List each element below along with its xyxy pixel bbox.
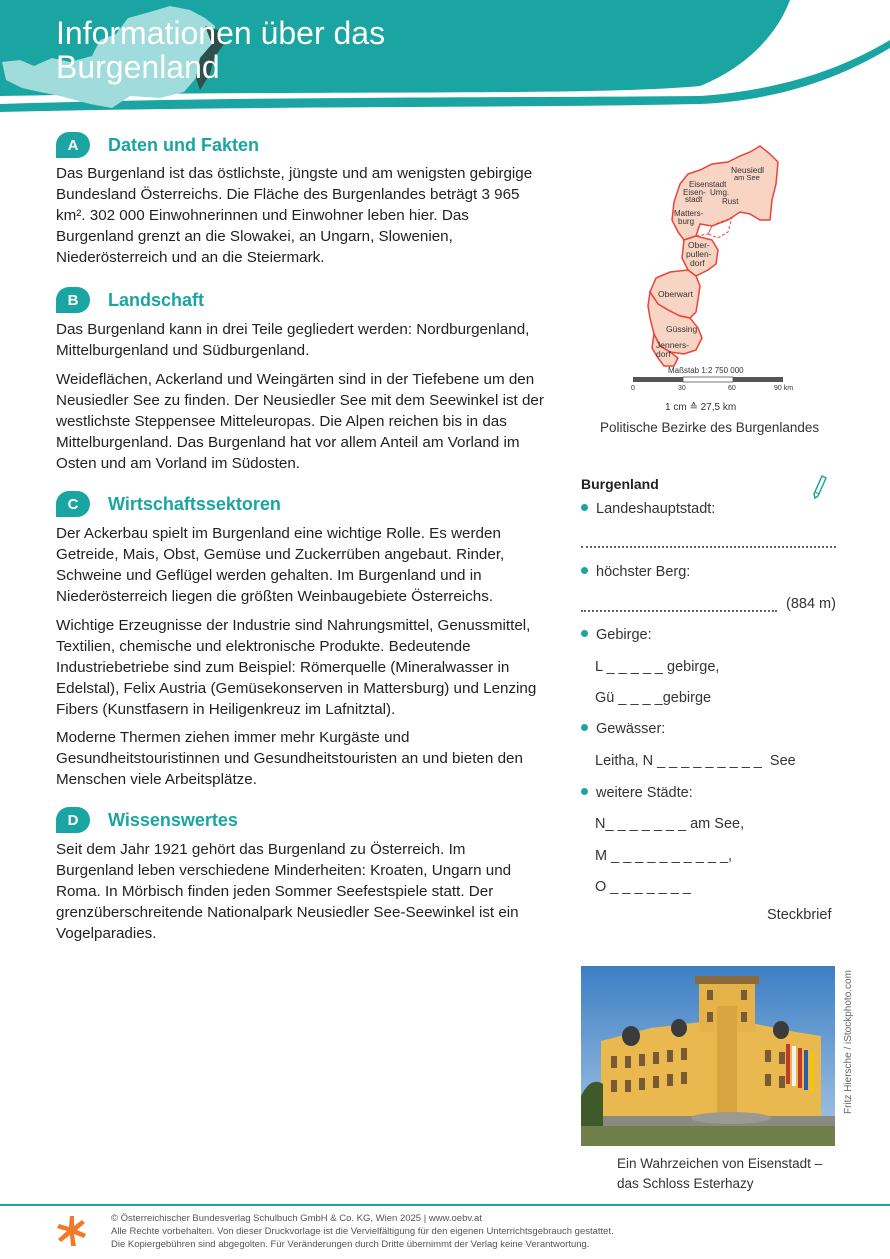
section-a-heading: [56, 132, 259, 158]
steckbrief-waters-answer[interactable]: Leitha, N _ _ _ _ _ _ _ _ _ See: [595, 753, 796, 769]
map-scale-tick-0: 0: [631, 385, 635, 392]
steckbrief-capital-answer-line[interactable]: [581, 546, 836, 548]
section-a-title: Daten und Fakten: [108, 134, 260, 155]
page-title-line1: Informationen über das: [56, 15, 386, 51]
section-d-badge: D: [56, 807, 90, 833]
map-caption: Politische Bezirke des Burgenlandes: [600, 420, 820, 435]
photo-credit: Fritz Hiersche / iStockphoto.com: [843, 970, 854, 1114]
footer-line-3: Die Kopiergebühren sind abgegolten. Für Veränderungen durch Dritte übernimmt der Verlag keine Verantwortung.: [111, 1239, 590, 1250]
steckbrief-city-3[interactable]: O _ _ _ _ _ _ _: [595, 879, 691, 895]
section-a-badge: A: [56, 132, 90, 158]
map-label-jenners: Jenners-: [656, 340, 690, 350]
map-label-neusiedl: Neusiedl: [731, 165, 765, 175]
map-label-matters: Matters-: [674, 209, 704, 218]
section-d-title: Wissenswertes: [108, 809, 238, 830]
steckbrief-mountain-label: höchster Berg:: [596, 564, 691, 580]
bullet-dot: [581, 788, 588, 795]
section-a-paragraph: Das Burgenland ist das östlichste, jüngste und am wenigsten gebirgige Bundesland Österreichs. Die Fläche des Burgenlandes beträgt 3 965 km². 302 000 Einwohnerinnen und Einwohner leben hier. Das Burgenland grenzt an die Slowakei, an Ungarn, Slowenien, Niederösterreich und an die Steiermark.: [56, 165, 533, 266]
section-c-paragraph-1: Der Ackerbau spielt im Burgenland eine wichtige Rolle. Es werden Getreide, Mais, Obst, Gemüse und Zuckerrüben angebaut. Rinder, Schweine und Geflügel werden gehalten. Im Burgenland und in Niederösterreich liegen die größten Weinbaugebiete Österreichs.: [56, 525, 505, 605]
steckbrief-caption: Steckbrief: [767, 907, 832, 923]
map-label-jennersdorf-dorf: dorf: [656, 349, 671, 359]
section-b-paragraph-2: Weideflächen, Ackerland und Weingärten sind in der Tiefebene um den Neusiedler See zu finden. Der Neusiedler See mit dem Seewinkel ist der westlichste Steppensee Mitteleuropas. Die Alpen reichen bis in das Mittelburgenland. Das Burgenland hat vor allem Anteil am Vorland im Osten und am Vorland im Südosten.: [56, 371, 544, 472]
bullet-dot: [581, 630, 588, 637]
footer-divider: [0, 1204, 890, 1206]
pencil-icon: [812, 474, 828, 500]
steckbrief-capital: [581, 501, 715, 517]
section-c-heading: [56, 491, 281, 517]
section-b-paragraph-1: Das Burgenland kann in drei Teile gegliedert werden: Nordburgenland, Mittelburgenland und Südburgenland.: [56, 321, 530, 359]
map-label-oberwart: Oberwart: [658, 289, 693, 299]
steckbrief-cities: [581, 785, 693, 801]
map-scale-tick-60: 60: [728, 385, 736, 392]
section-c-paragraph-2: Wichtige Erzeugnisse der Industrie sind Nahrungsmittel, Genussmittel, Textilien, chemische und elektronische Produkte. Bedeutende Industriebetriebe sind zum Beispiel: Römerquelle (Mineralwasser in Edelstal), Felix Austria (Gemüsekonserven in Mattersburg) und Lenzing Fibers (Kunstfasern in Heiligenkreuz im Lafnitztal).: [56, 617, 537, 718]
footer-copyright: [111, 1212, 614, 1251]
map-label-ober: Ober-: [688, 240, 710, 250]
header-banner: [0, 0, 890, 130]
section-b-heading: [56, 287, 204, 313]
map-label-am-see: am See: [734, 173, 760, 182]
steckbrief-title: Burgenland: [581, 476, 659, 492]
schloss-esterhazy-photo: [581, 966, 835, 1146]
map-label-burg: burg: [678, 217, 695, 226]
steckbrief-ranges: [581, 627, 652, 643]
section-c-badge: C: [56, 491, 90, 517]
oebv-logo-icon: [56, 1214, 88, 1248]
bullet-dot: [581, 724, 588, 731]
map-label-umg: Umg.: [710, 188, 730, 197]
section-d-heading: [56, 807, 238, 833]
map-label-stadt: stadt: [685, 195, 703, 204]
map-scale-label: Maßstab 1:2 750 000: [668, 366, 744, 375]
map-label-eisenstadt: Eisenstadt: [689, 180, 727, 189]
steckbrief-mountain-height: (884 m): [786, 596, 836, 612]
steckbrief-city-2[interactable]: M _ _ _ _ _ _ _ _ _ _,: [595, 848, 733, 864]
map-scale-bar: [633, 377, 783, 382]
map-label-dorf: dorf: [690, 258, 705, 268]
castle-image: [581, 966, 835, 1146]
page-title: [56, 16, 385, 84]
steckbrief-range-1[interactable]: L _ _ _ _ _ gebirge,: [595, 659, 720, 675]
map-label-pullen: pullen-: [686, 249, 712, 259]
section-c-paragraph-3: Moderne Thermen ziehen immer mehr Kurgäste und Gesundheitstouristinnen und Gesundheitstouristen an und bieten den Menschen viele Arbeitsplätze.: [56, 729, 523, 788]
bullet-dot: [581, 567, 588, 574]
burgenland-district-map: [600, 140, 830, 415]
map-scale-tick-30: 30: [678, 385, 686, 392]
bullet-dot: [581, 504, 588, 511]
photo-caption-line2: das Schloss Esterhazy: [617, 1176, 754, 1191]
section-b-title: Landschaft: [108, 289, 205, 310]
map-scale-tick-90: 90 km: [774, 385, 794, 392]
footer-line-2: Alle Rechte vorbehalten. Von dieser Druckvorlage ist die Vervielfältigung für den eigenen Unterrichtsgebrauch gestattet.: [111, 1226, 614, 1237]
section-c-title: Wirtschaftssektoren: [108, 493, 281, 514]
section-b-badge: B: [56, 287, 90, 313]
steckbrief-capital-label: Landeshauptstadt:: [596, 501, 716, 517]
steckbrief-waters-label: Gewässer:: [596, 721, 666, 737]
photo-caption: [617, 1154, 847, 1194]
footer-line-1: © Österreichischer Bundesverlag Schulbuch GmbH & Co. KG, Wien 2025 | www.oebv.at: [111, 1213, 482, 1224]
page-title-line2: Burgenland: [56, 49, 220, 85]
map-label-guessing: Güssing: [666, 324, 698, 334]
map-scale-note: 1 cm ≙ 27,5 km: [665, 402, 737, 413]
steckbrief-city-1[interactable]: N_ _ _ _ _ _ _ am See,: [595, 816, 745, 832]
section-d-paragraph: Seit dem Jahr 1921 gehört das Burgenland zu Österreich. Im Burgenland leben verschiedene Minderheiten: Kroaten, Ungarn und Roma. In Mörbisch finden jeden Sommer Seefestspiele statt. Der grenzüberschreitende Nationalpark Neusiedler See-Seewinkel ist ein Vogelparadies.: [56, 841, 519, 942]
steckbrief-cities-label: weitere Städte:: [596, 785, 693, 801]
steckbrief-mountain: [581, 564, 690, 580]
map-label-rust: Rust: [722, 197, 739, 206]
steckbrief-waters: [581, 721, 665, 737]
photo-caption-line1: Ein Wahrzeichen von Eisenstadt –: [617, 1156, 823, 1171]
map-label-eisen: Eisen-: [683, 188, 706, 197]
steckbrief-range-2[interactable]: Gü _ _ _ _gebirge: [595, 690, 712, 706]
steckbrief-mountain-answer-line[interactable]: [581, 610, 777, 612]
steckbrief-ranges-label: Gebirge:: [596, 627, 652, 643]
